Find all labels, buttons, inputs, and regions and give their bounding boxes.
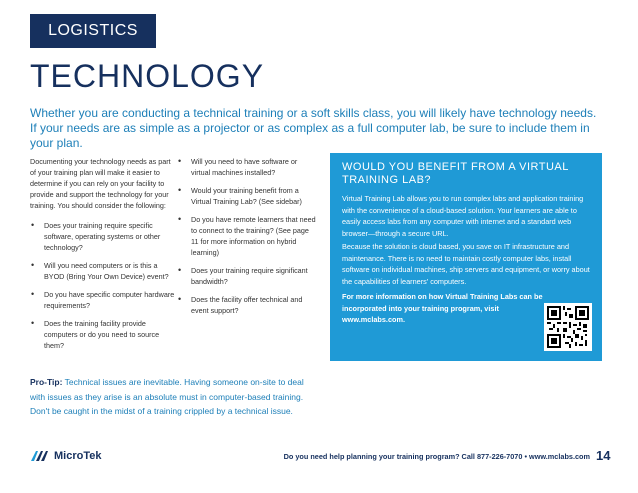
- left-intro-text: Documenting your technology needs as part of your training plan will make it easier to determine if you can rely on your facility to provide and support the technology for your training. You should consider the following:: [30, 157, 171, 210]
- list-item: • Will you need computers or is this a BYOD (Bring Your Own Device) event?: [30, 260, 178, 282]
- middle-column: [177, 156, 317, 323]
- sidebar-heading: WOULD YOU BENEFIT FROM A VIRTUAL TRAINING LAB?: [342, 161, 569, 186]
- list-item: • Does the facility offer technical and event support?: [177, 294, 317, 316]
- pro-tip: [30, 375, 320, 419]
- list-item: • Will you need to have software or virtual machines installed?: [177, 156, 317, 178]
- left-bullet-list: [30, 220, 178, 351]
- list-item: • Would your training benefit from a Virtual Training Lab? (See sidebar): [177, 185, 317, 207]
- page-title: TECHNOLOGY: [30, 58, 265, 94]
- left-column: [30, 156, 178, 358]
- pro-tip-label: Pro-Tip:: [30, 377, 63, 387]
- qr-code-icon[interactable]: [544, 303, 592, 351]
- list-item: • Do you have specific computer hardware requirements?: [30, 289, 178, 311]
- section-banner: [30, 14, 156, 48]
- page-number: 14: [596, 448, 611, 463]
- middle-bullet-list: [177, 156, 317, 316]
- footer-contact: Do you need help planning your training program? Call 877-226-7070 • www.mclabs.com: [283, 452, 590, 461]
- microtek-logo-icon: [30, 449, 50, 463]
- brand-name: MicroTek: [54, 450, 102, 462]
- section-label: LOGISTICS: [48, 22, 138, 39]
- list-item: • Do you have remote learners that need to connect to the training? (See page 11 for more information on hybrid learning): [177, 214, 317, 258]
- list-item: • Does your training require significant bandwidth?: [177, 265, 317, 287]
- virtual-lab-sidebar: [330, 153, 602, 361]
- microtek-logo: [30, 449, 101, 463]
- list-item: • Does your training require specific software, operating systems or other technology?: [30, 220, 178, 253]
- intro-paragraph: Whether you are conducting a technical training or a soft skills class, you will likely have technology needs. If your needs are as simple as a projector or as complex as a full computer lab, be sure to include them in your plan.: [30, 106, 597, 150]
- sidebar-paragraph-1: Virtual Training Lab allows you to run complex labs and application training with the convenience of a cloud-based solution. Your learners are able to easily access labs from any computer with internet and a standard web browser—through a secure URL.: [342, 194, 584, 238]
- list-item: • Does the training facility provide computers or do you need to source them?: [30, 318, 178, 351]
- sidebar-paragraph-2: Because the solution is cloud based, you save on IT infrastructure and maintenance. There is no need to maintain costly computer labs, install software on individual machines, ship servers and equipment, or worry about the capabilities of learners' computers.: [342, 242, 590, 286]
- pro-tip-text: Technical issues are inevitable. Having someone on-site to deal with issues as they arise is an absolute must in computer-based training. Don't be caught in the midst of a training crippled by a technical issue.: [30, 377, 304, 416]
- sidebar-cta: For more information on how Virtual Training Labs can be incorporated into your training program, visit www.mclabs.com.: [342, 292, 543, 324]
